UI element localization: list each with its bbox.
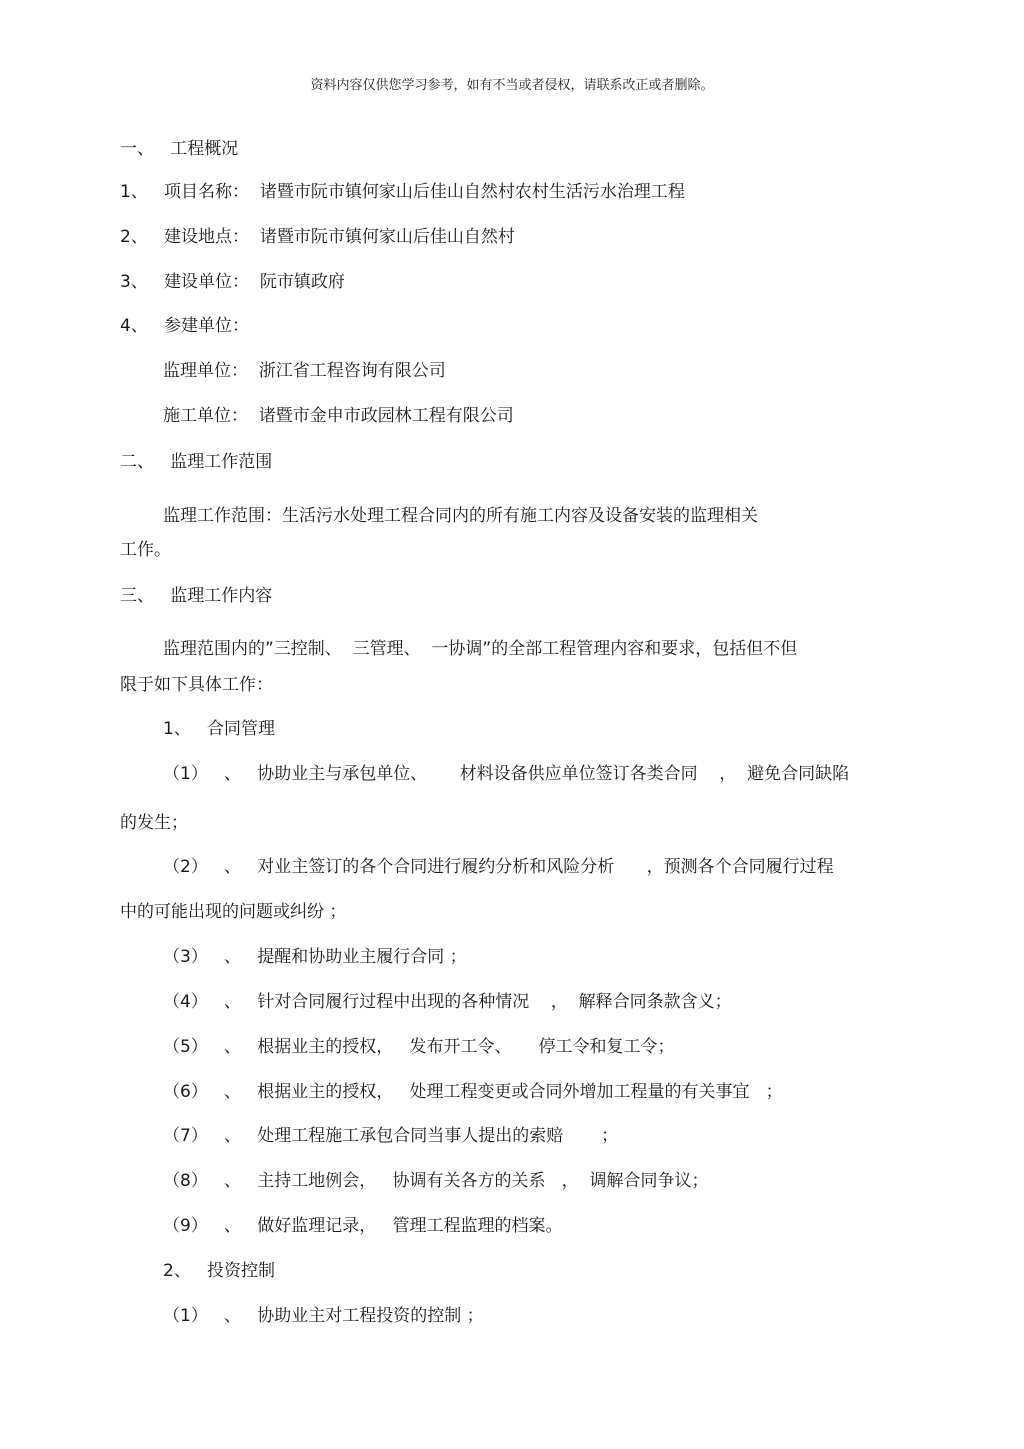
contract-item-1-cont: 的发生；	[120, 813, 188, 833]
contract-item-9: （9） 、 做好监理记录， 管理工程监理的档案。	[163, 1216, 563, 1236]
content-paragraph-line-1: 监理范围内的”三控制、 三管理、 一协调”的全部工程管理内容和要求，包括但不但	[163, 639, 798, 659]
section-2-heading: 二、 监理工作范围	[120, 452, 273, 472]
contract-item-5: （5） 、 根据业主的授权， 发布开工令、 停工令和复工令；	[163, 1037, 675, 1057]
contract-item-4: （4） 、 针对合同履行过程中出现的各种情况 ， 解释合同条款含义；	[163, 992, 732, 1012]
participant-units-line: 4、 参建单位：	[120, 316, 250, 336]
investment-control-heading: 2、 投资控制	[163, 1261, 276, 1281]
contract-item-7: （7） 、 处理工程施工承包合同当事人提出的索赔 ；	[163, 1126, 619, 1146]
contract-item-8: （8） 、 主持工地例会， 协调有关各方的关系 ， 调解合同争议；	[163, 1171, 709, 1191]
content-paragraph-line-2: 限于如下具体工作：	[120, 675, 273, 695]
construction-unit-line: 施工单位： 诸暨市金申市政园林工程有限公司	[163, 406, 514, 426]
header-note: 资料内容仅供您学习参考，如有不当或者侵权，请联系改正或者删除。	[310, 78, 714, 93]
scope-paragraph-line-2: 工作。	[120, 540, 171, 560]
supervision-unit-line: 监理单位： 浙江省工程咨询有限公司	[163, 361, 446, 381]
contract-item-2: （2） 、 对业主签订的各个合同进行履约分析和风险分析 ，预测各个合同履行过程	[163, 857, 834, 877]
contract-item-3: （3） 、 提醒和协助业主履行合同 ；	[163, 947, 467, 967]
section-1-heading: 一、 工程概况	[120, 139, 239, 159]
contract-item-2-cont: 中的可能出现的问题或纠纷 ；	[120, 902, 347, 922]
project-name-line: 1、 项目名称： 诸暨市阮市镇何家山后佳山自然村农村生活污水治理工程	[120, 182, 685, 202]
scope-paragraph-line-1: 监理工作范围：生活污水处理工程合同内的所有施工内容及设备安装的监理相关	[163, 506, 758, 526]
site-location-line: 2、 建设地点： 诸暨市阮市镇何家山后佳山自然村	[120, 227, 515, 247]
contract-management-heading: 1、 合同管理	[163, 719, 276, 739]
investment-item-1: （1） 、 协助业主对工程投资的控制 ；	[163, 1306, 484, 1326]
owner-unit-line: 3、 建设单位： 阮市镇政府	[120, 272, 345, 292]
section-3-heading: 三、 监理工作内容	[120, 586, 273, 606]
contract-item-1: （1） 、 协助业主与承包单位、 材料设备供应单位签订各类合同 ， 避免合同缺陷	[163, 764, 850, 784]
contract-item-6: （6） 、 根据业主的授权， 处理工程变更或合同外增加工程量的有关事宜 ；	[163, 1082, 783, 1102]
